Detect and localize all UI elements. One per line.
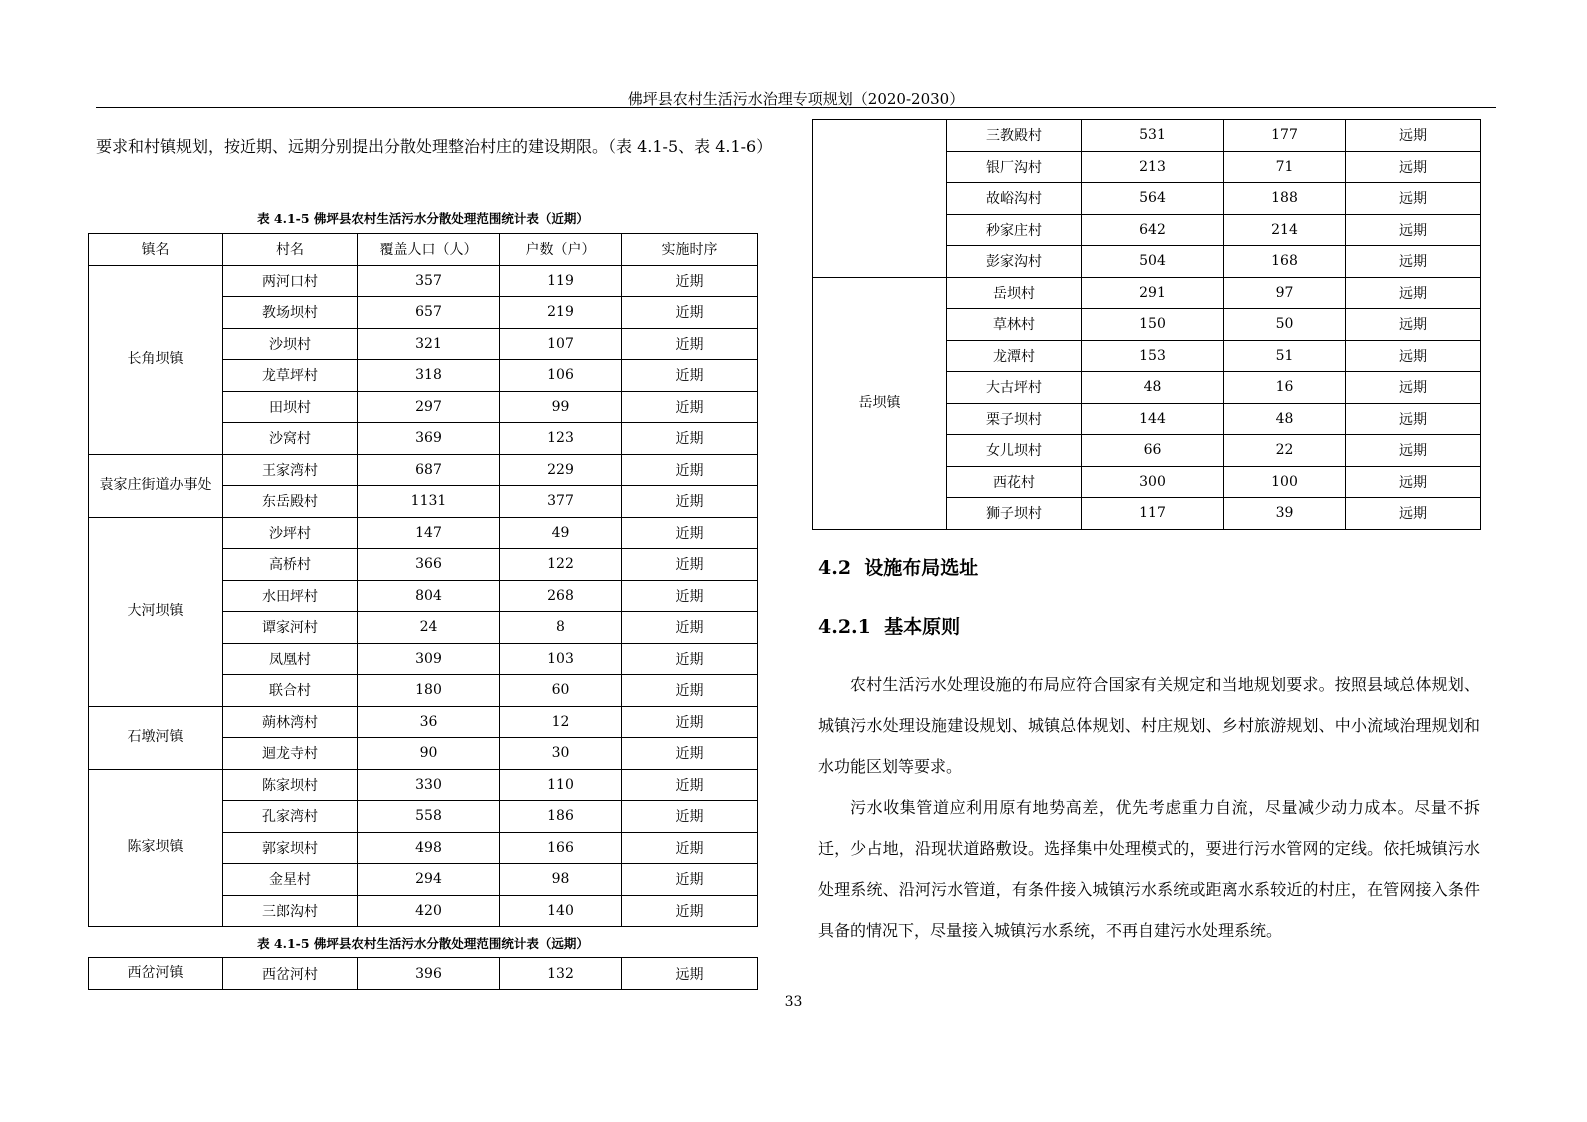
table-cell: 564 bbox=[1082, 183, 1224, 215]
table-cell: 远期 bbox=[1346, 340, 1481, 372]
table-cell: 153 bbox=[1082, 340, 1224, 372]
table-cell: 321 bbox=[358, 328, 500, 360]
table-cell: 48 bbox=[1082, 372, 1224, 404]
table-cell: 远期 bbox=[1346, 277, 1481, 309]
table-cell: 近期 bbox=[622, 895, 758, 927]
table-cell: 三郎沟村 bbox=[223, 895, 358, 927]
town-cell: 大河坝镇 bbox=[89, 517, 223, 706]
table-cell: 100 bbox=[1224, 466, 1346, 498]
table-cell: 268 bbox=[500, 580, 622, 612]
table-cell: 远期 bbox=[622, 958, 758, 990]
table2-body bbox=[89, 958, 758, 990]
table-cell: 蒴林湾村 bbox=[223, 706, 358, 738]
table-cell: 103 bbox=[500, 643, 622, 675]
table-row bbox=[89, 517, 758, 549]
table-cell: 谭家河村 bbox=[223, 612, 358, 644]
paragraph: 污水收集管道应利用原有地势高差，优先考虑重力自流，尽量减少动力成本。尽量不拆迁，少占地，沿现状道路敷设。选择集中处理模式的，要进行污水管网的定线。依托城镇污水处理系统、沿河污水管道，有条件接入城镇污水系统或距离水系较近的村庄，在管网接入条件具备的情况下，尽量接入城镇污水系统，不再自建污水处理系统。 bbox=[818, 798, 1480, 940]
table-cell: 水田坪村 bbox=[223, 580, 358, 612]
table-cell: 110 bbox=[500, 769, 622, 801]
table-cell: 97 bbox=[1224, 277, 1346, 309]
table-cell: 远期 bbox=[1346, 309, 1481, 341]
table-cell: 49 bbox=[500, 517, 622, 549]
town-cell bbox=[813, 120, 947, 278]
table-cell: 远期 bbox=[1346, 435, 1481, 467]
col-header: 覆盖人口（人） bbox=[358, 234, 500, 266]
table-cell: 106 bbox=[500, 360, 622, 392]
table-cell: 309 bbox=[358, 643, 500, 675]
table-cell: 彭家沟村 bbox=[947, 246, 1082, 278]
table-cell: 西花村 bbox=[947, 466, 1082, 498]
table-cell: 177 bbox=[1224, 120, 1346, 152]
table-cell: 栗子坝村 bbox=[947, 403, 1082, 435]
table-cell: 远期 bbox=[1346, 466, 1481, 498]
table-cell: 188 bbox=[1224, 183, 1346, 215]
table-row bbox=[813, 277, 1481, 309]
table-cell: 8 bbox=[500, 612, 622, 644]
table-cell: 近期 bbox=[622, 549, 758, 581]
table-cell: 60 bbox=[500, 675, 622, 707]
table1-caption: 表 4.1-5 佛坪县农村生活污水分散处理范围统计表（近期） bbox=[257, 211, 589, 226]
table-cell: 大古坪村 bbox=[947, 372, 1082, 404]
section-heading-4-2-1 bbox=[818, 612, 960, 639]
table-cell: 396 bbox=[358, 958, 500, 990]
table-cell: 凤凰村 bbox=[223, 643, 358, 675]
table-cell: 迴龙寺村 bbox=[223, 738, 358, 770]
table-cell: 123 bbox=[500, 423, 622, 455]
table-cell: 168 bbox=[1224, 246, 1346, 278]
table-cell: 642 bbox=[1082, 214, 1224, 246]
section-title: 基本原则 bbox=[884, 616, 961, 638]
table-cell: 三教殿村 bbox=[947, 120, 1082, 152]
table-cell: 117 bbox=[1082, 498, 1224, 530]
table-cell: 186 bbox=[500, 801, 622, 833]
table-cell: 66 bbox=[1082, 435, 1224, 467]
table-long-term bbox=[88, 957, 758, 990]
table-cell: 东岳殿村 bbox=[223, 486, 358, 518]
table-row bbox=[89, 958, 758, 990]
table-cell: 远期 bbox=[1346, 120, 1481, 152]
page-number: 33 bbox=[784, 994, 803, 1010]
table-cell: 147 bbox=[358, 517, 500, 549]
table-cell: 女儿坝村 bbox=[947, 435, 1082, 467]
paragraph: 农村生活污水处理设施的布局应符合国家有关规定和当地规划要求。按照县域总体规划、城镇污水处理设施建设规划、城镇总体规划、村庄规划、乡村旅游规划、中小流域治理规划和水功能区划等要求。 bbox=[818, 675, 1480, 776]
town-cell: 陈家坝镇 bbox=[89, 769, 223, 927]
table-cell: 近期 bbox=[622, 360, 758, 392]
lead-paragraph: 要求和村镇规划，按近期、远期分别提出分散处理整治村庄的建设期限。（表 4.1-5、表 4.1-6） bbox=[96, 137, 773, 156]
table-header-row bbox=[89, 234, 758, 266]
table-cell: 36 bbox=[358, 706, 500, 738]
table-cell: 近期 bbox=[622, 706, 758, 738]
table-cell: 219 bbox=[500, 297, 622, 329]
table-cell: 两河口村 bbox=[223, 265, 358, 297]
table-cell: 金星村 bbox=[223, 864, 358, 896]
table-cell: 孔家湾村 bbox=[223, 801, 358, 833]
col-header: 实施时序 bbox=[622, 234, 758, 266]
table-cell: 远期 bbox=[1346, 214, 1481, 246]
table-cell: 近期 bbox=[622, 297, 758, 329]
table1-body bbox=[89, 265, 758, 927]
table-cell: 48 bbox=[1224, 403, 1346, 435]
table-cell: 98 bbox=[500, 864, 622, 896]
table-cell: 498 bbox=[358, 832, 500, 864]
table-cell: 田坝村 bbox=[223, 391, 358, 423]
table-cell: 近期 bbox=[622, 612, 758, 644]
table-cell: 330 bbox=[358, 769, 500, 801]
table-cell: 狮子坝村 bbox=[947, 498, 1082, 530]
table-cell: 近期 bbox=[622, 675, 758, 707]
col-header: 镇名 bbox=[89, 234, 223, 266]
section-heading-4-2 bbox=[818, 553, 978, 580]
table-row bbox=[89, 769, 758, 801]
table-cell: 沙窝村 bbox=[223, 423, 358, 455]
table2-caption: 表 4.1-5 佛坪县农村生活污水分散处理范围统计表（远期） bbox=[257, 936, 589, 951]
table-cell: 草林村 bbox=[947, 309, 1082, 341]
table-cell: 西岔河村 bbox=[223, 958, 358, 990]
table-cell: 陈家坝村 bbox=[223, 769, 358, 801]
table-cell: 郭家坝村 bbox=[223, 832, 358, 864]
table-cell: 1131 bbox=[358, 486, 500, 518]
table-cell: 远期 bbox=[1346, 403, 1481, 435]
table-cell: 12 bbox=[500, 706, 622, 738]
table-cell: 远期 bbox=[1346, 151, 1481, 183]
table-cell: 近期 bbox=[622, 769, 758, 801]
town-cell: 西岔河镇 bbox=[89, 958, 223, 990]
table-cell: 近期 bbox=[622, 423, 758, 455]
section-number: 4.2.1 bbox=[818, 616, 871, 638]
table-cell: 秒家庄村 bbox=[947, 214, 1082, 246]
table-cell: 300 bbox=[1082, 466, 1224, 498]
table-near-term bbox=[88, 233, 758, 927]
table-cell: 51 bbox=[1224, 340, 1346, 372]
table-cell: 30 bbox=[500, 738, 622, 770]
table-cell: 远期 bbox=[1346, 498, 1481, 530]
table-cell: 140 bbox=[500, 895, 622, 927]
table-cell: 近期 bbox=[622, 265, 758, 297]
table-cell: 近期 bbox=[622, 580, 758, 612]
table-cell: 近期 bbox=[622, 864, 758, 896]
table-cell: 291 bbox=[1082, 277, 1224, 309]
table-cell: 近期 bbox=[622, 328, 758, 360]
table-cell: 近期 bbox=[622, 738, 758, 770]
table-cell: 420 bbox=[358, 895, 500, 927]
table-cell: 24 bbox=[358, 612, 500, 644]
table-cell: 39 bbox=[1224, 498, 1346, 530]
table-cell: 近期 bbox=[622, 832, 758, 864]
body-text bbox=[818, 664, 1480, 951]
table-cell: 318 bbox=[358, 360, 500, 392]
table-cell: 近期 bbox=[622, 643, 758, 675]
table-cell: 近期 bbox=[622, 486, 758, 518]
table-cell: 150 bbox=[1082, 309, 1224, 341]
table-cell: 22 bbox=[1224, 435, 1346, 467]
table-cell: 90 bbox=[358, 738, 500, 770]
header-rule bbox=[96, 107, 1496, 108]
table-cell: 远期 bbox=[1346, 372, 1481, 404]
table-cell: 71 bbox=[1224, 151, 1346, 183]
table-cell: 229 bbox=[500, 454, 622, 486]
table-row bbox=[813, 120, 1481, 152]
table-row bbox=[89, 706, 758, 738]
table-cell: 近期 bbox=[622, 454, 758, 486]
table-cell: 50 bbox=[1224, 309, 1346, 341]
table-cell: 龙潭村 bbox=[947, 340, 1082, 372]
table-cell: 132 bbox=[500, 958, 622, 990]
table-row bbox=[89, 454, 758, 486]
town-cell: 石墩河镇 bbox=[89, 706, 223, 769]
table-cell: 504 bbox=[1082, 246, 1224, 278]
table-long-term-continued bbox=[812, 119, 1481, 530]
table-cell: 294 bbox=[358, 864, 500, 896]
table-cell: 龙草坪村 bbox=[223, 360, 358, 392]
table-cell: 214 bbox=[1224, 214, 1346, 246]
table-cell: 16 bbox=[1224, 372, 1346, 404]
table-cell: 558 bbox=[358, 801, 500, 833]
table-cell: 531 bbox=[1082, 120, 1224, 152]
table-cell: 故峪沟村 bbox=[947, 183, 1082, 215]
table-cell: 银厂沟村 bbox=[947, 151, 1082, 183]
town-cell: 岳坝镇 bbox=[813, 277, 947, 529]
table-cell: 180 bbox=[358, 675, 500, 707]
table-cell: 岳坝村 bbox=[947, 277, 1082, 309]
table-cell: 357 bbox=[358, 265, 500, 297]
table-row bbox=[89, 265, 758, 297]
table-cell: 213 bbox=[1082, 151, 1224, 183]
col-header: 村名 bbox=[223, 234, 358, 266]
table-cell: 联合村 bbox=[223, 675, 358, 707]
table-cell: 377 bbox=[500, 486, 622, 518]
table-cell: 166 bbox=[500, 832, 622, 864]
col-header: 户数（户） bbox=[500, 234, 622, 266]
section-number: 4.2 bbox=[818, 557, 852, 579]
table-cell: 近期 bbox=[622, 517, 758, 549]
table-cell: 远期 bbox=[1346, 183, 1481, 215]
table-cell: 99 bbox=[500, 391, 622, 423]
table-cell: 657 bbox=[358, 297, 500, 329]
table-cell: 804 bbox=[358, 580, 500, 612]
page-header-title: 佛坪县农村生活污水治理专项规划（2020-2030） bbox=[627, 90, 965, 108]
table-cell: 近期 bbox=[622, 391, 758, 423]
table3-body bbox=[813, 120, 1481, 530]
town-cell: 长角坝镇 bbox=[89, 265, 223, 454]
table-cell: 687 bbox=[358, 454, 500, 486]
table-cell: 王家湾村 bbox=[223, 454, 358, 486]
table-cell: 沙坝村 bbox=[223, 328, 358, 360]
table-cell: 教场坝村 bbox=[223, 297, 358, 329]
table-cell: 297 bbox=[358, 391, 500, 423]
town-cell: 袁家庄街道办事处 bbox=[89, 454, 223, 517]
table-cell: 沙坪村 bbox=[223, 517, 358, 549]
table-cell: 122 bbox=[500, 549, 622, 581]
table-cell: 高桥村 bbox=[223, 549, 358, 581]
table-cell: 369 bbox=[358, 423, 500, 455]
table-cell: 远期 bbox=[1346, 246, 1481, 278]
table-cell: 近期 bbox=[622, 801, 758, 833]
section-title: 设施布局选址 bbox=[864, 557, 979, 579]
table-cell: 107 bbox=[500, 328, 622, 360]
table-cell: 144 bbox=[1082, 403, 1224, 435]
table-cell: 366 bbox=[358, 549, 500, 581]
table-cell: 119 bbox=[500, 265, 622, 297]
